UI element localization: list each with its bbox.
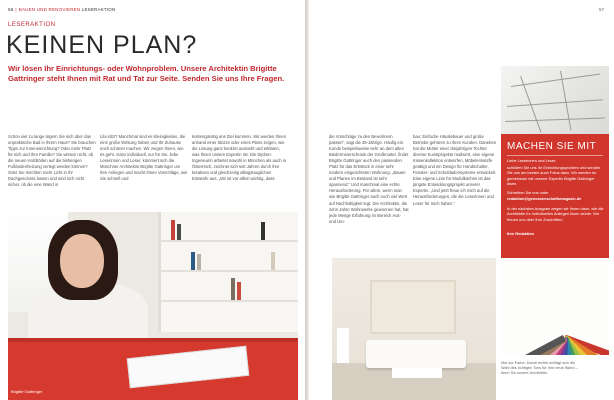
body-text: bau: Einfache Häuslebauer und große Betriebe gehören zu ihren Kunden. Daneben hat die Mutter einer dreijährigen Tochter diverse Kunstprojekte realisiert, eine eigene Kissenkollektion entworfen, Möbelentwürfe getätigt und ein Design für Handschalter, Fenster- und Schubladensysteme entwickelt. Eine eigene Linie für Modulküchen ist das jüngste Entwicklungsprojekt unserer Expertin. „Und jetzt freue ich mich auf die Herausforderungen, die die Leserinnen und Leser für mich haben.“ [413,134,497,206]
bookshelf [158,212,298,332]
color-swatch-photo [501,258,609,355]
section-name: BAUEN UND RENOVIEREN [18,7,81,12]
header-separator: | [15,7,17,12]
subsection-name: LESERAKTION [81,7,116,12]
page-number-right: 57 [598,7,604,12]
call-to-action-box [501,134,609,264]
running-header [8,7,115,12]
right-page [309,0,614,400]
sidebar-divider [507,155,603,156]
body-column-4 [329,134,409,225]
sidebar-greeting: Liebe Leserinnen und Leser, [507,158,557,163]
sidebar-body: schildern Sie uns Ihr Einrichtungsproblem und senden Sie uns am besten auch Fotos dazu. Wir werden es gemeinsam mit unserer Expertin Brigitte Gattringer lösen. [507,165,601,186]
headline: KEINEN PLAN? [6,31,198,59]
body-text: Lila sitzt? Manchmal sind es Kleinigkeiten, die eine große Wirkung haben und Ihr Zuhause noch schöner machen. Wir zeigen Ihnen, wie es geht. Ganz individuell, nur für Sie, liebe Leserinnen und Leser, kümmert sich die Münchner Architektin Brigitte Gattringer um Ihre Anliegen und macht Ihnen Vorschläge, wie Sie schnell und [100,134,188,182]
photo-caption: Brigitte Gattringer [11,389,43,394]
body-column-5 [413,134,497,207]
floorplan-sketch [501,66,609,134]
coffee-table [392,368,442,378]
sidebar-cta: Schreiben Sie uns unter [507,190,549,195]
color-photo-caption: Mut zur Farbe: Damit rechts schlägt sich die Wahl des richtigen Tons für Ihre neue Wand – denn Sie unsere Architektin. [501,361,578,375]
sidebar-outro: In der nächsten Ausgabe zeigen wir Ihnen dann, wie die Architektin Ihr individuelles Anliegen lösen würde. Wir freuen uns über Ihre Zuschriften. [507,206,604,222]
floor-lamp [337,328,349,368]
body-column-2 [100,134,188,182]
body-text: die Vorschläge zu den Bewohnern passen“, sagt die 35-Jährige. Häufig ein Kunde beispielsweise sehr an dem alten Biedermeierschrank der Großmutter, findet Brigitte Gattringer auch den passenden Platz für das Erbstück in einer sehr modern eingerichteten Wohnung. „Bauen und Planen im Bestand ist sehr spannend.“ Und manchmal eine echte Herausforderung. Für allem, wenn man wie Brigitte Gattringer auch noch viel Wert auf Nachhaltigkeit legt. Die Architektin, die zehn Jahre Wohnwerke gewonnen hat, hat jede Menge Erfahrung im Bereich Aus- und Um- [329,134,409,224]
kicker: LESERAKTION [8,22,56,28]
sidebar-title: MACHEN SIE MIT [507,141,597,152]
sidebar-signoff: Ihre Redaktion [507,231,535,236]
white-sofa [366,340,466,368]
portrait-photo [8,212,298,400]
lead-paragraph: Wir lösen Ihr Einrichtungs- oder Wohnproblem. Unsere Architektin Brigitte Gattringer steht Ihnen mit Rat und Tat zur Seite. Senden Sie uns Ihre Fragen. [8,64,285,83]
living-room-photo [332,258,496,400]
wall-shelf [370,280,456,334]
body-column-1 [8,134,96,188]
page-number-left: 56 [8,7,14,12]
sidebar-email[interactable]: redaktion@genossenschaftsmagazin.de [507,196,582,201]
body-text: Schon viel zu lange ärgern Sie sich über das unpraktische Bad in Ihrem Haus? Sie brauchen Tipps zur Inneneinrichtung? Oder mehr Platz für sich und Ihre Familie? Sie wissen nicht, ob die neuen Holzböden auf die bisherigen Fußbodenheizung verlegt werden können? Oder Sie möchten mehr Licht in Ihr Dachgeschoss lassen und sind sich nicht sicher, ob die eine Wand in [8,134,96,188]
body-column-3 [192,134,288,182]
body-text: kostengünstig ans Ziel kommen. Wir werden Ihnen anhand einer Skizze oder eines Plans zeigen, wie die Lösung ganz konkret aussieht und erklären, was Ihnen unsere Expertin rät. Die Diplom-Ingenieurin arbeitet sowohl in München als auch in Österreich, zeichnet sich seit Jahren durch ihre kreativen und gleichzeitig alltagstauglichen Entwürfe aus. „Mir ist vor allem wichtig, dass [192,134,287,182]
left-page [0,0,305,400]
person-face [60,234,104,288]
